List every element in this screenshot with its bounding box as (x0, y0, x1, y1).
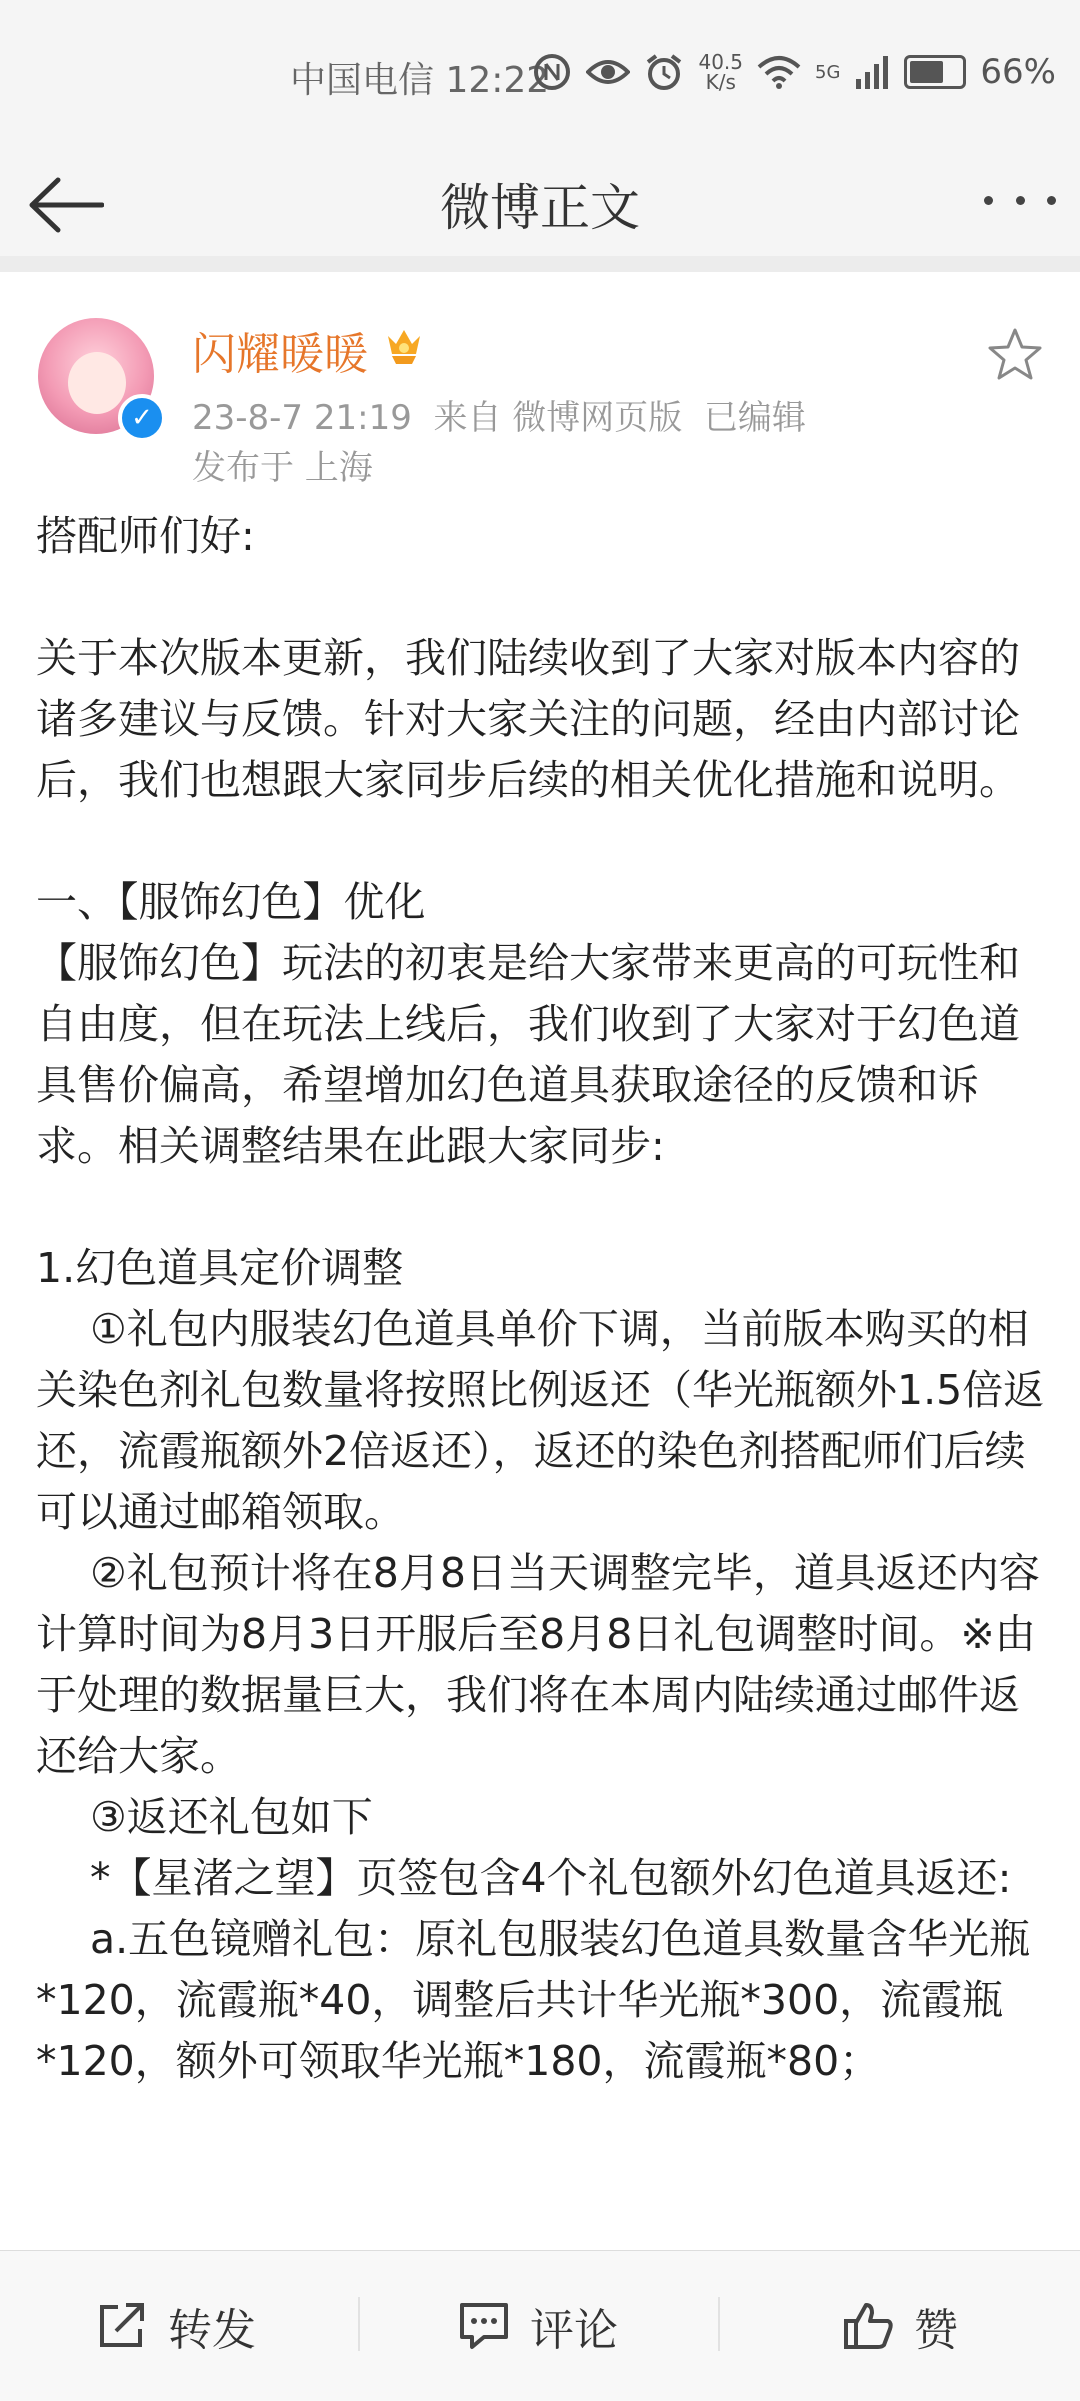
page-title: 微博正文 (440, 179, 640, 237)
post-paragraph: a.五色镜赠礼包：原礼包服装幻色道具数量含华光瓶*120，流霞瓶*40，调整后共计华光瓶*300，流霞瓶*120，额外可领取华光瓶*180，流霞瓶*80； (36, 1915, 1031, 2085)
username[interactable]: 闪耀暖暖 (192, 329, 368, 380)
action-separator (718, 2297, 720, 2351)
post-paragraph: *【星渚之望】页签包含4个礼包额外幻色道具返还: (90, 1854, 1012, 1902)
like-label: 赞 (914, 2305, 958, 2356)
alarm-icon (644, 52, 684, 92)
post-paragraph: ②礼包预计将在8月8日当天调整完毕，道具返还内容计算时间为8月3日开服后至8月8日礼包调整时间。※由于处理的数据量巨大，我们将在本周内陆续通过邮件返还给大家。 (36, 1549, 1040, 1780)
repost-button[interactable] (96, 2251, 256, 2401)
clock: 12:22 (445, 60, 550, 101)
post-paragraph: 1.幻色道具定价调整 (36, 1244, 404, 1292)
net-speed: 40.5 K/s (698, 50, 744, 94)
comment-icon (458, 2301, 510, 2351)
post-paragraph: ③返还礼包如下 (90, 1793, 373, 1841)
post-paragraph: 搭配师们好: (36, 512, 255, 560)
network-type: 5G (815, 61, 841, 83)
post-body (36, 506, 1048, 2092)
carrier-label: 中国电信 12:22 (290, 60, 550, 101)
thumbs-up-icon (842, 2301, 894, 2351)
vip-badge-icon[interactable] (382, 322, 426, 366)
post-paragraph: 关于本次版本更新，我们陆续收到了大家对版本内容的诸多建议与反馈。针对大家关注的问题，经由内部讨论后，我们也想跟大家同步后续的相关优化措施和说明。 (36, 634, 1020, 804)
status-icons (532, 52, 1056, 92)
post-paragraph: ①礼包内服装幻色道具单价下调，当前版本购买的相关染色剂礼包数量将按照比例返还（华光瓶额外1.5倍返还，流霞瓶额外2倍返还），返还的染色剂搭配师们后续可以通过邮箱领取。 (36, 1305, 1045, 1536)
action-separator (358, 2297, 360, 2351)
nav-bar (0, 150, 1080, 257)
post-meta: 23-8-7 21:19 来自 微博网页版 已编辑 (192, 398, 806, 438)
verified-badge-icon: ✓ (118, 394, 166, 442)
status-bar (0, 0, 1080, 150)
section-divider (0, 256, 1080, 272)
comment-label: 评论 (530, 2305, 618, 2356)
like-button[interactable] (842, 2251, 958, 2401)
post-paragraph: 一、【服饰幻色】优化 (36, 878, 426, 926)
signal-icon (854, 55, 890, 89)
eye-icon (586, 56, 630, 88)
repost-label: 转发 (168, 2305, 256, 2356)
bottom-action-bar (0, 2250, 1080, 2401)
wifi-icon (757, 55, 801, 89)
more-dots-icon[interactable] (984, 180, 1056, 220)
post-location: 发布于 上海 (192, 448, 373, 488)
battery-icon (904, 55, 966, 89)
repost-icon (96, 2301, 148, 2351)
post-paragraph: 【服饰幻色】玩法的初衷是给大家带来更高的可玩性和自由度，但在玩法上线后，我们收到了大家对于幻色道具售价偏高，希望增加幻色道具获取途径的反馈和诉求。相关调整结果在此跟大家同步: (36, 939, 1020, 1170)
comment-button[interactable] (458, 2251, 618, 2401)
favorite-star-icon[interactable] (986, 326, 1044, 384)
battery-percent: 66% (980, 52, 1056, 92)
nfc-icon (532, 52, 572, 92)
